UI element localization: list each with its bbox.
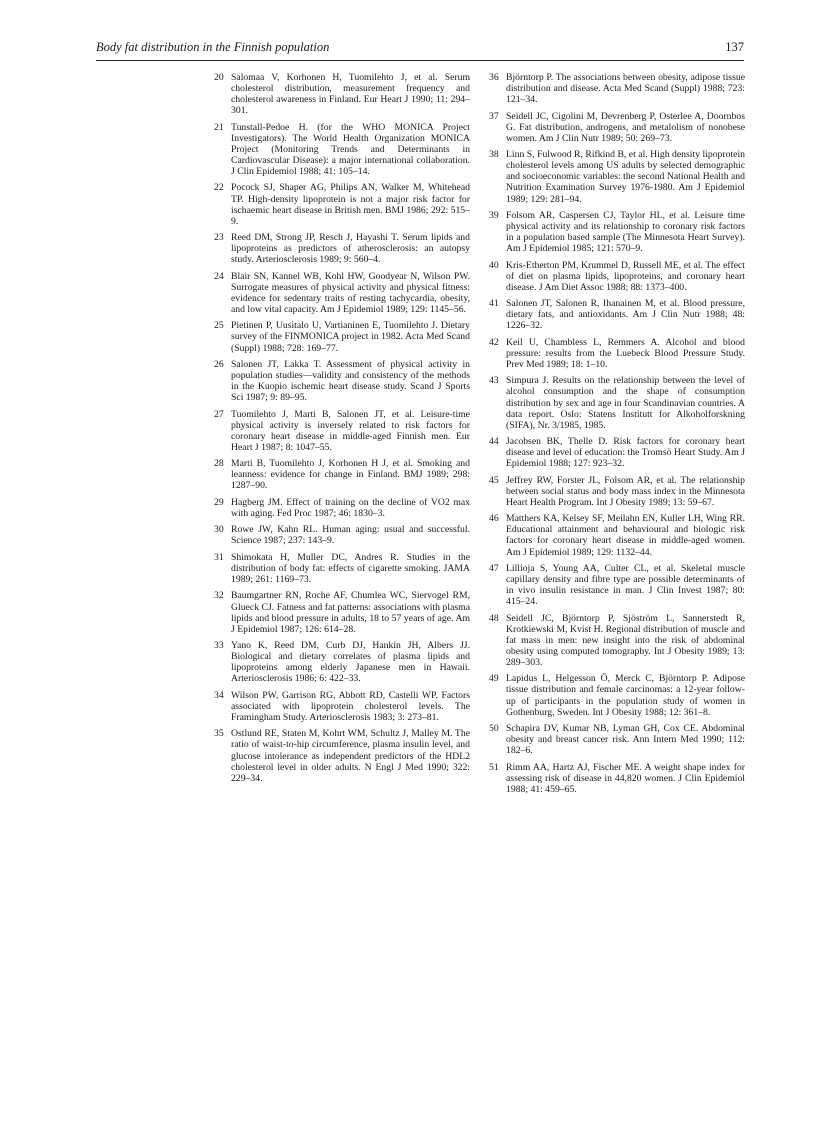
reference-number: 37 bbox=[489, 110, 499, 122]
reference-item bbox=[489, 475, 745, 508]
reference-text: Simpura J. Results on the relationship between the level of alcohol consumption and the shape of consumption distribution by sex and age in four Scandinavian countries. A data report. Oslo: Statens Institutt for Alkoholforskning (SIFA), Nr. 3/1985, 1985. bbox=[506, 375, 745, 431]
reference-number: 27 bbox=[214, 408, 224, 420]
reference-number: 28 bbox=[214, 458, 224, 470]
reference-item bbox=[489, 563, 745, 607]
reference-number: 47 bbox=[489, 562, 499, 574]
reference-text: Tunstall-Pedoe H. (for the WHO MONICA Project Investigators). The World Health Organization MONICA Project (Monitoring Trends and Determinants in Cardiovascular Disease): a major international collaboration. J Clin Epidemiol 1988; 41: 105–14. bbox=[231, 121, 470, 178]
reference-number: 40 bbox=[489, 259, 499, 271]
reference-text: Rimm AA, Hartz AJ, Fischer ME. A weight shape index for assessing risk of disease in 44,820 women. J Clin Epidemiol 1988; 41: 459–65. bbox=[506, 761, 745, 795]
reference-item bbox=[489, 298, 745, 331]
reference-number: 50 bbox=[489, 723, 499, 735]
reference-text: Lapidus L, Helgesson Ö, Merck C, Björntorp P. Adipose tissue distribution and female carcinomas: a 12-year follow-up of participants in the population study of women in Gothenburg, Sweden. Int J Obesity 1988; 12: 361–8. bbox=[506, 673, 745, 718]
reference-text: Björntorp P. The associations between obesity, adipose tissue distribution and disease. Acta Med Scand (Suppl) 1988; 723: 121–34. bbox=[506, 72, 745, 106]
reference-number: 41 bbox=[489, 298, 499, 310]
reference-number: 22 bbox=[214, 182, 224, 194]
reference-text: Pietinen P, Uusitalo U, Vartianinen E, Tuomilehto J. Dietary survey of the FINMONICA project in 1982. Acta Med Scand (Suppl) 1988; 728: 169–77. bbox=[231, 320, 470, 354]
reference-text: Blair SN, Kannel WB, Kohl HW, Goodyear N, Wilson PW. Surrogate measures of physical activity and physical fitness: evidence for sedentary traits of resting tachycardia, obesity, and low vital capacity. Am J Epidemiol 1989; 129: 1145–56. bbox=[231, 270, 470, 315]
reference-number: 24 bbox=[214, 270, 224, 282]
reference-number: 44 bbox=[489, 436, 499, 448]
reference-item bbox=[489, 72, 745, 105]
reference-item bbox=[489, 375, 745, 430]
reference-item bbox=[489, 513, 745, 557]
reference-item bbox=[489, 111, 745, 144]
reference-text: Keil U, Chambless L, Remmers A. Alcohol and blood pressure: results from the Luebeck Blood Pressure Study. Prev Med 1989; 18: 1–10. bbox=[506, 336, 745, 370]
reference-number: 25 bbox=[214, 320, 224, 332]
reference-number: 49 bbox=[489, 673, 499, 685]
reference-number: 48 bbox=[489, 612, 499, 624]
reference-text: Folsom AR, Caspersen CJ, Taylor HL, et al. Leisure time physical activity and its relationship to coronary risk factors in a population based sample (The Minnesota Heart Survey). Am J Epidemiol 1985; 121: 570–9. bbox=[506, 209, 745, 255]
reference-item bbox=[214, 359, 470, 403]
page-number: 137 bbox=[725, 40, 744, 54]
reference-number: 23 bbox=[214, 232, 224, 244]
reference-item bbox=[489, 149, 745, 204]
reference-number: 33 bbox=[214, 640, 224, 652]
reference-item bbox=[489, 762, 745, 795]
reference-text: Pocock SJ, Shaper AG, Philips AN, Walker M, Whitehead TP. High-density lipoprotein is not a major risk factor for ischaemic heart disease in British men. BMJ 1986; 292: 515–9. bbox=[231, 182, 470, 227]
running-title: Body fat distribution in the Finnish population bbox=[96, 40, 330, 54]
reference-number: 38 bbox=[489, 149, 499, 161]
reference-number: 43 bbox=[489, 375, 499, 387]
page-header bbox=[96, 40, 744, 58]
reference-number: 20 bbox=[214, 72, 224, 83]
reference-item bbox=[214, 122, 470, 177]
references-right-column bbox=[489, 72, 745, 800]
reference-text: Wilson PW, Garrison RG, Abbott RD, Castelli WP. Factors associated with lipoprotein cholesterol levels. The Framingham Study. Arteriosclerosis 1983; 3: 273–81. bbox=[231, 689, 470, 723]
reference-item bbox=[489, 673, 745, 717]
reference-text: Reed DM, Strong JP, Resch J, Hayashi T. Serum lipids and lipoproteins as predictors of atherosclerosis: an autopsy study. Arteriosclerosis 1989; 9: 560–4. bbox=[231, 232, 470, 266]
reference-item bbox=[214, 552, 470, 585]
reference-text: Lillioja S, Young AA, Culter CL, et al. Skeletal muscle capillary density and fibre type are possible determinants of in vivo insulin resistance in man. J Clin Invest 1987; 80: 415–24. bbox=[506, 562, 745, 608]
reference-item bbox=[214, 232, 470, 265]
reference-text: Salonen JT, Salonen R, Ihanainen M, et al. Blood pressure, dietary fats, and antioxidants. Am J Clin Nutr 1988; 48: 1226–32. bbox=[506, 298, 745, 332]
reference-text: Jacobsen BK, Thelle D. Risk factors for coronary heart disease and level of education: the Tromsö Heart Study. Am J Epidemiol 1988; 127: 923–32. bbox=[506, 436, 745, 470]
reference-text: Kris-Etherton PM, Krummel D, Russell ME, et al. The effect of diet on plasma lipids, lipoproteins, and coronary heart disease. J Am Diet Assoc 1988; 88: 1373–400. bbox=[506, 259, 745, 293]
reference-text: Shimokata H, Muller DC, Andres R. Studies in the distribution of body fat: effects of cigarette smoking. JAMA 1989; 261: 1169–73. bbox=[231, 551, 470, 586]
reference-item bbox=[489, 723, 745, 756]
reference-item bbox=[489, 613, 745, 668]
reference-text: Jeffrey RW, Forster JL, Folsom AR, et al. The relationship between social status and body mass index in the Minnesota Heart Health Program. Int J Obesity 1989; 13: 59–67. bbox=[506, 474, 745, 508]
reference-number: 32 bbox=[214, 590, 224, 602]
reference-item bbox=[489, 260, 745, 293]
reference-number: 51 bbox=[489, 761, 499, 773]
references-left-column bbox=[214, 72, 470, 789]
reference-item bbox=[214, 728, 470, 783]
reference-item bbox=[214, 72, 470, 116]
reference-text: Salomaa V, Korhonen H, Tuomilehto J, et al. Serum cholesterol distribution, measurement frequency and cholesterol awareness in Finland. Eur Heart J 1990; 11: 294–301. bbox=[231, 72, 470, 117]
reference-item bbox=[214, 590, 470, 634]
reference-text: Rowe JW, Kahn RL. Human aging: usual and successful. Science 1987; 237: 143–9. bbox=[231, 524, 470, 547]
reference-number: 42 bbox=[489, 336, 499, 348]
reference-number: 45 bbox=[489, 474, 499, 486]
reference-number: 21 bbox=[214, 121, 224, 133]
reference-text: Linn S, Fulwood R, Rifkind B, et al. High density lipoprotein cholesterol levels among US adults by selected demographic and socioeconomic variables: the second National Health and Nutrition Examination Survey 1976-1980. Am J Epidemiol 1989; 129: 281–94. bbox=[506, 149, 745, 205]
reference-item bbox=[214, 458, 470, 491]
reference-item bbox=[214, 409, 470, 453]
reference-text: Tuomilehto J, Marti B, Salonen JT, et al. Leisure-time physical activity is inversely related to risk factors for coronary heart disease in middle-aged Finnish men. Eur Heart J 1987; 8: 1047–55. bbox=[231, 408, 470, 453]
reference-number: 34 bbox=[214, 689, 224, 701]
reference-text: Hagberg JM. Effect of training on the decline of VO2 max with aging. Fed Proc 1987; 46: 1830–3. bbox=[231, 496, 470, 519]
reference-number: 39 bbox=[489, 209, 499, 221]
reference-text: Marti B, Tuomilehto J, Korhonen H J, et al. Smoking and leanness: evidence for change in Finland. BMJ 1989; 298: 1287–90. bbox=[231, 458, 470, 492]
reference-number: 35 bbox=[214, 728, 224, 740]
reference-number: 36 bbox=[489, 72, 499, 83]
reference-item bbox=[489, 337, 745, 370]
reference-text: Baumgartner RN, Roche AF, Chumlea WC, Siervogel RM, Glueck CJ. Fatness and fat patterns: associations with plasma lipids and blood pressure in adults, 18 to 57 years of age. Am J Epidemiol 1987; 126: 614–28. bbox=[231, 590, 470, 635]
reference-item bbox=[214, 497, 470, 519]
reference-text: Yano K, Reed DM, Curb DJ, Hankin JH, Albers JJ. Biological and dietary correlates of plasma lipids and lipoproteins among elderly Japanese men in Hawaii. Arteriosclerosis 1986; 6: 422–33. bbox=[231, 640, 470, 685]
reference-item bbox=[214, 182, 470, 226]
reference-item bbox=[489, 436, 745, 469]
reference-number: 26 bbox=[214, 358, 224, 370]
reference-item bbox=[489, 210, 745, 254]
reference-number: 31 bbox=[214, 551, 224, 563]
reference-number: 46 bbox=[489, 513, 499, 525]
reference-item bbox=[214, 320, 470, 353]
reference-item bbox=[214, 690, 470, 723]
reference-text: Matthers KA, Kelsey SF, Meilahn EN, Kuller LH, Wing RR. Educational attainment and behavioural and biologic risk factors for coronary heart disease in middle-aged women. Am J Epidemiol 1989; 129: 1132–44. bbox=[506, 513, 745, 558]
reference-text: Schapira DV, Kumar NB, Lyman GH, Cox CE. Abdominal obesity and breast cancer risk. Ann Intern Med 1990; 112: 182–6. bbox=[506, 723, 745, 757]
reference-number: 30 bbox=[214, 524, 224, 536]
reference-item bbox=[214, 524, 470, 546]
reference-text: Ostlund RE, Staten M, Kohrt WM, Schultz J, Malley M. The ratio of waist-to-hip circumference, plasma insulin level, and glucose intolerance as independent predictors of the HDL2 cholesterol level in older adults. N Engl J Med 1990; 322: 229–34. bbox=[231, 728, 470, 784]
reference-text: Salonen JT, Lakka T. Assessment of physical activity in population studies—validity and consistency of the methods in the Kuopio ischemic heart disease study. Scand J Sports Sci 1987; 9: 89–95. bbox=[231, 358, 470, 404]
reference-item bbox=[214, 271, 470, 315]
reference-text: Seidell JC, Björntorp P, Sjöström L, Sannerstedt R, Krotkiewski M, Kvist H. Regional distribution of muscle and fat mass in men: new insight into the risk of abdominal obesity using computed tomography. Int J Obesity 1989; 13: 289–303. bbox=[506, 612, 745, 668]
reference-item bbox=[214, 640, 470, 684]
header-rule bbox=[96, 60, 744, 61]
reference-text: Seidell JC, Cigolini M, Devrenberg P, Osterlee A, Doornbos G. Fat distribution, androgens, and metalolism of nonobese women. Am J Clin Nutr 1989; 50: 269–73. bbox=[506, 110, 745, 144]
reference-number: 29 bbox=[214, 496, 224, 508]
